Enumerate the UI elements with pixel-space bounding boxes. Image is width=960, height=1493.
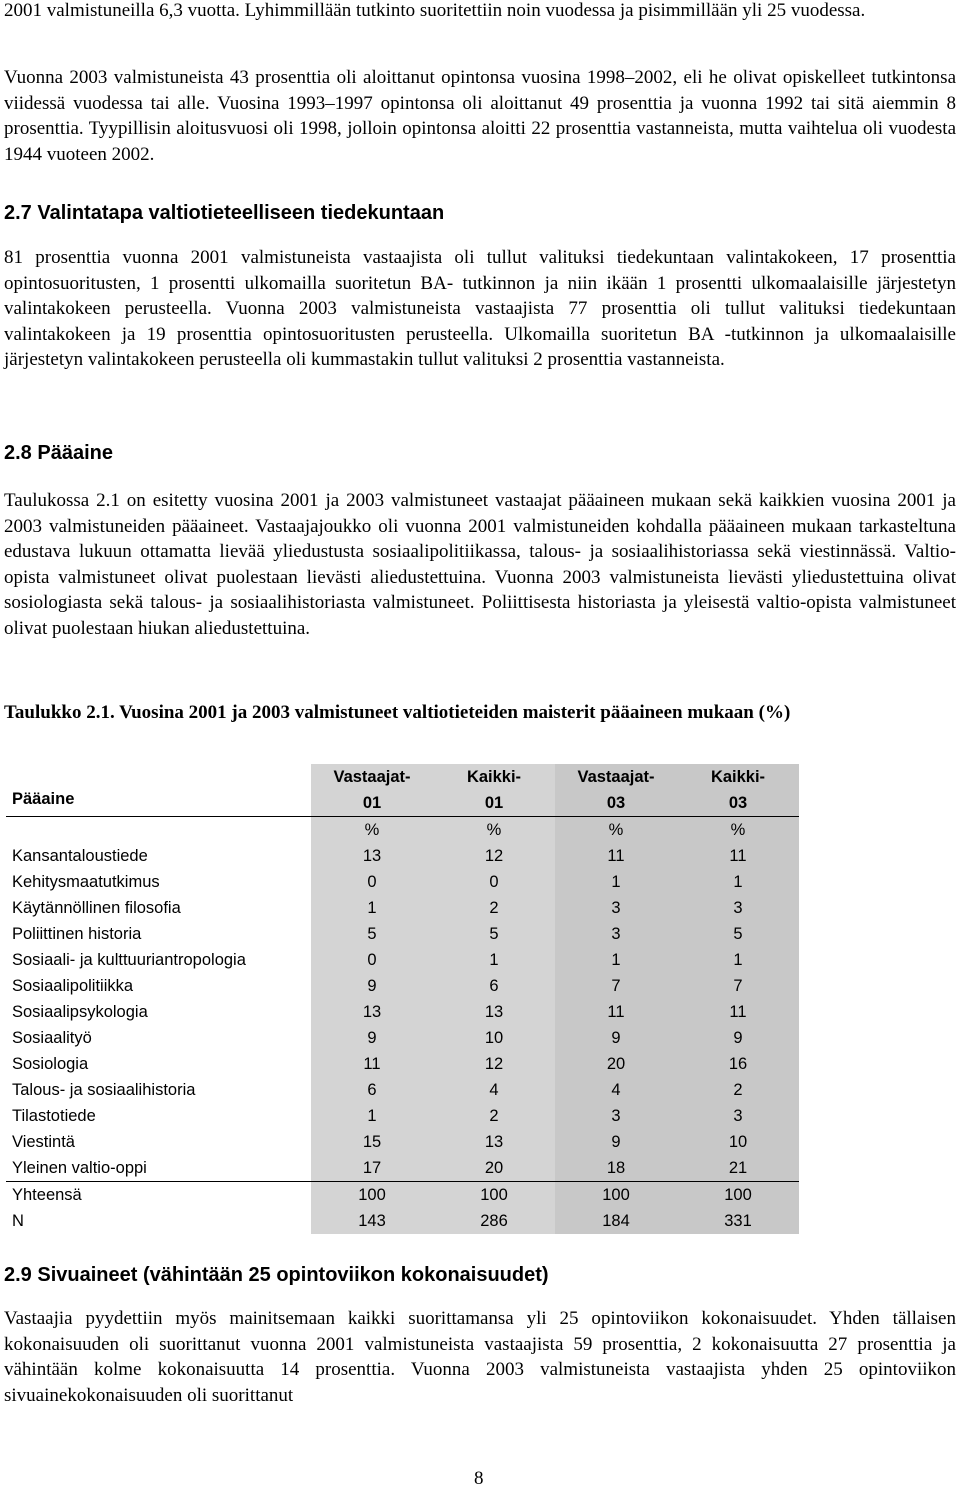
value-cell: 18 <box>555 1155 677 1182</box>
value-cell: 1 <box>555 869 677 895</box>
unit-cell: % <box>677 817 799 844</box>
row-label: Sosiaalipolitiikka <box>12 977 134 995</box>
paragraph-admission: 81 prosenttia vuonna 2001 valmistuneista vastaajista oli tullut valituksi tiedekuntaan valintakokeen, 17 prosenttia opintosuoritusten, 1 prosentti ulkomailla suoritetun BA- tutkinnon ja niin ikään 1 prosentti ulkomaalaisille järjestetyn valintakokeen perusteella. Vuonna 2003 valmistuneista vastaajista 77 prosenttia oli tullut valituksi tiedekuntaan valintakokeen ja 19 prosenttia opintosuoritusten perusteella. Ulkomailla suoritetun BA -tutkinnon ja ulkomaalaisille järjestetyn valintakokeen perusteella oli kummastakin tullut valituksi 2 prosenttia vastanneista. <box>4 247 956 370</box>
value-cell: 13 <box>433 999 555 1025</box>
value-cell: 2 <box>677 1077 799 1103</box>
table-row <box>6 1025 799 1051</box>
value-cell: 7 <box>555 973 677 999</box>
value-cell: 100 <box>311 1182 433 1209</box>
value-cell: 3 <box>677 1103 799 1129</box>
value-cell: 12 <box>433 1051 555 1077</box>
value-cell: 100 <box>555 1182 677 1209</box>
value-cell: 13 <box>433 1129 555 1155</box>
value-cell: 0 <box>311 869 433 895</box>
value-cell: 5 <box>311 921 433 947</box>
row-label: Sosiaalipsykologia <box>12 1003 148 1021</box>
heading-2-7: 2.7 Valintatapa valtiotieteelliseen tiedekuntaan <box>4 202 445 224</box>
row-label: Yleinen valtio-oppi <box>6 1155 311 1182</box>
row-label: Käytännöllinen filosofia <box>12 899 181 917</box>
row-label: Sosiaalityö <box>12 1029 92 1047</box>
value-cell: 10 <box>677 1129 799 1155</box>
table-row <box>6 947 799 973</box>
value-cell: 6 <box>433 973 555 999</box>
heading-2-9: 2.9 Sivuaineet (vähintään 25 opintoviikon kokonaisuudet) <box>4 1264 549 1286</box>
value-cell: 286 <box>433 1208 555 1234</box>
value-cell: 15 <box>311 1129 433 1155</box>
value-cell: 17 <box>311 1155 433 1182</box>
table-header-row <box>6 764 799 817</box>
value-cell: 4 <box>433 1077 555 1103</box>
row-label: Yhteensä <box>12 1186 82 1204</box>
row-label: N <box>12 1212 24 1230</box>
value-cell: 0 <box>433 869 555 895</box>
table-row <box>6 1077 799 1103</box>
value-cell: 100 <box>677 1182 799 1209</box>
table-row <box>6 1155 799 1182</box>
value-cell: 3 <box>677 895 799 921</box>
table-row <box>6 1129 799 1155</box>
row-label: Poliittinen historia <box>12 925 142 943</box>
unit-cell: % <box>311 817 433 844</box>
row-label: Sosiologia <box>12 1055 89 1073</box>
row-label: Kansantaloustiede <box>12 847 148 865</box>
table-row <box>6 895 799 921</box>
value-cell: 1 <box>311 1103 433 1129</box>
unit-cell: % <box>433 817 555 844</box>
row-label: Sosiaali- ja kulttuuriantropologia <box>12 951 246 969</box>
value-cell: 184 <box>555 1208 677 1234</box>
row-label: Kehitysmaatutkimus <box>12 873 160 891</box>
value-cell: 9 <box>555 1025 677 1051</box>
table-total-row <box>6 1208 799 1234</box>
value-cell: 100 <box>433 1182 555 1209</box>
value-cell: 10 <box>433 1025 555 1051</box>
column-header: Kaikki- 03 <box>677 764 799 817</box>
value-cell: 6 <box>311 1077 433 1103</box>
value-cell: 1 <box>555 947 677 973</box>
column-header: Vastaajat- 03 <box>555 764 677 817</box>
value-cell: 331 <box>677 1208 799 1234</box>
value-cell: 5 <box>433 921 555 947</box>
table-caption: Taulukko 2.1. Vuosina 2001 ja 2003 valmistuneet valtiotieteiden maisterit pääaineen mukaan (%) <box>4 702 791 723</box>
column-header: Kaikki- 01 <box>433 764 555 817</box>
value-cell: 11 <box>677 843 799 869</box>
major-table <box>6 764 799 1234</box>
table-total-row <box>6 1182 799 1209</box>
value-cell: 1 <box>433 947 555 973</box>
value-cell: 143 <box>311 1208 433 1234</box>
value-cell: 1 <box>677 869 799 895</box>
page-number: 8 <box>474 1468 484 1489</box>
paragraph-major: Taulukossa 2.1 on esitetty vuosina 2001 ja 2003 valmistuneet vastaajat pääaineen mukaan sekä kaikkien vuosina 2001 ja 2003 valmistuneiden pääaineet. Vastaajajoukko oli vuonna 2001 valmistuneiden kohdalla pääaineen mukaan tarkasteltuna edustava lukuun ottamatta lievää yliedustusta sosiaalipolitiikassa, talous- ja sosiaalihistoriassa sekä viestinnässä. Valtio-opista valmistuneet olivat puolestaan lievästi aliedustettuina. Vuonna 2003 valmistuneista lievästi yliedustettuina olivat sosiologiasta sekä talous- ja sosiaalihistoriasta valmistuneet. Poliittisesta historiasta ja yleisestä valtio-opista valmistuneet olivat puolestaan hiukan aliedustettuina. <box>4 490 956 639</box>
column-header: Vastaajat- 01 <box>311 764 433 817</box>
row-label: Talous- ja sosiaalihistoria <box>12 1081 196 1099</box>
value-cell: 1 <box>677 947 799 973</box>
paragraph-minors: Vastaajia pyydettiin myös mainitsemaan kaikki suorittamansa yli 25 opintoviikon kokonaisuudet. Yhden tällaisen kokonaisuuden oli suorittanut vuonna 2001 valmistuneista vastaajista 59 prosenttia, 2 kokonaisuutta 27 prosenttia ja vähintään kolme kokonaisuutta 14 prosenttia. Vuonna 2003 valmistuneista vastaajista yhden 25 opintoviikon sivuainekokonaisuuden oli suorittanut <box>4 1308 956 1406</box>
value-cell: 2 <box>433 895 555 921</box>
value-cell: 9 <box>311 973 433 999</box>
table-row <box>6 999 799 1025</box>
table-row <box>6 1051 799 1077</box>
row-label: Viestintä <box>12 1133 75 1151</box>
value-cell: 3 <box>555 921 677 947</box>
value-cell: 4 <box>555 1077 677 1103</box>
unit-cell: % <box>555 817 677 844</box>
heading-2-8: 2.8 Pääaine <box>4 442 113 464</box>
value-cell: 9 <box>555 1129 677 1155</box>
value-cell: 1 <box>311 895 433 921</box>
value-cell: 9 <box>677 1025 799 1051</box>
value-cell: 9 <box>311 1025 433 1051</box>
value-cell: 11 <box>555 999 677 1025</box>
table-row <box>6 921 799 947</box>
value-cell: 16 <box>677 1051 799 1077</box>
value-cell: 13 <box>311 999 433 1025</box>
value-cell: 20 <box>555 1051 677 1077</box>
value-cell: 13 <box>311 843 433 869</box>
value-cell: 12 <box>433 843 555 869</box>
value-cell: 20 <box>433 1155 555 1182</box>
value-cell: 11 <box>677 999 799 1025</box>
table-units-row <box>6 817 799 844</box>
row-header-label: Pääaine <box>6 764 311 817</box>
value-cell: 0 <box>311 947 433 973</box>
paragraph-intro: 2001 valmistuneilla 6,3 vuotta. Lyhimmillään tutkinto suoritettiin noin vuodessa ja pisimmillään yli 25 vuodessa. <box>4 0 866 21</box>
value-cell: 7 <box>677 973 799 999</box>
value-cell: 21 <box>677 1155 799 1182</box>
paragraph-study-start: Vuonna 2003 valmistuneista 43 prosenttia oli aloittanut opintonsa vuosina 1998–2002, eli he olivat opiskelleet tutkintonsa viidessä vuodessa tai alle. Vuosina 1993–1997 opintonsa oli aloittanut 49 prosenttia ja vuonna 1992 tai sitä aiemmin 8 prosenttia. Tyypillisin aloitusvuosi oli 1998, jolloin opintonsa aloitti 22 prosenttia vastanneista, mutta vaihtelua oli vuodesta 1944 vuoteen 2002. <box>4 67 956 165</box>
table-row <box>6 973 799 999</box>
value-cell: 11 <box>555 843 677 869</box>
table-row <box>6 843 799 869</box>
row-label: Tilastotiede <box>12 1107 96 1125</box>
value-cell: 3 <box>555 895 677 921</box>
value-cell: 2 <box>433 1103 555 1129</box>
table-row <box>6 1103 799 1129</box>
value-cell: 3 <box>555 1103 677 1129</box>
value-cell: 11 <box>311 1051 433 1077</box>
value-cell: 5 <box>677 921 799 947</box>
table-row <box>6 869 799 895</box>
